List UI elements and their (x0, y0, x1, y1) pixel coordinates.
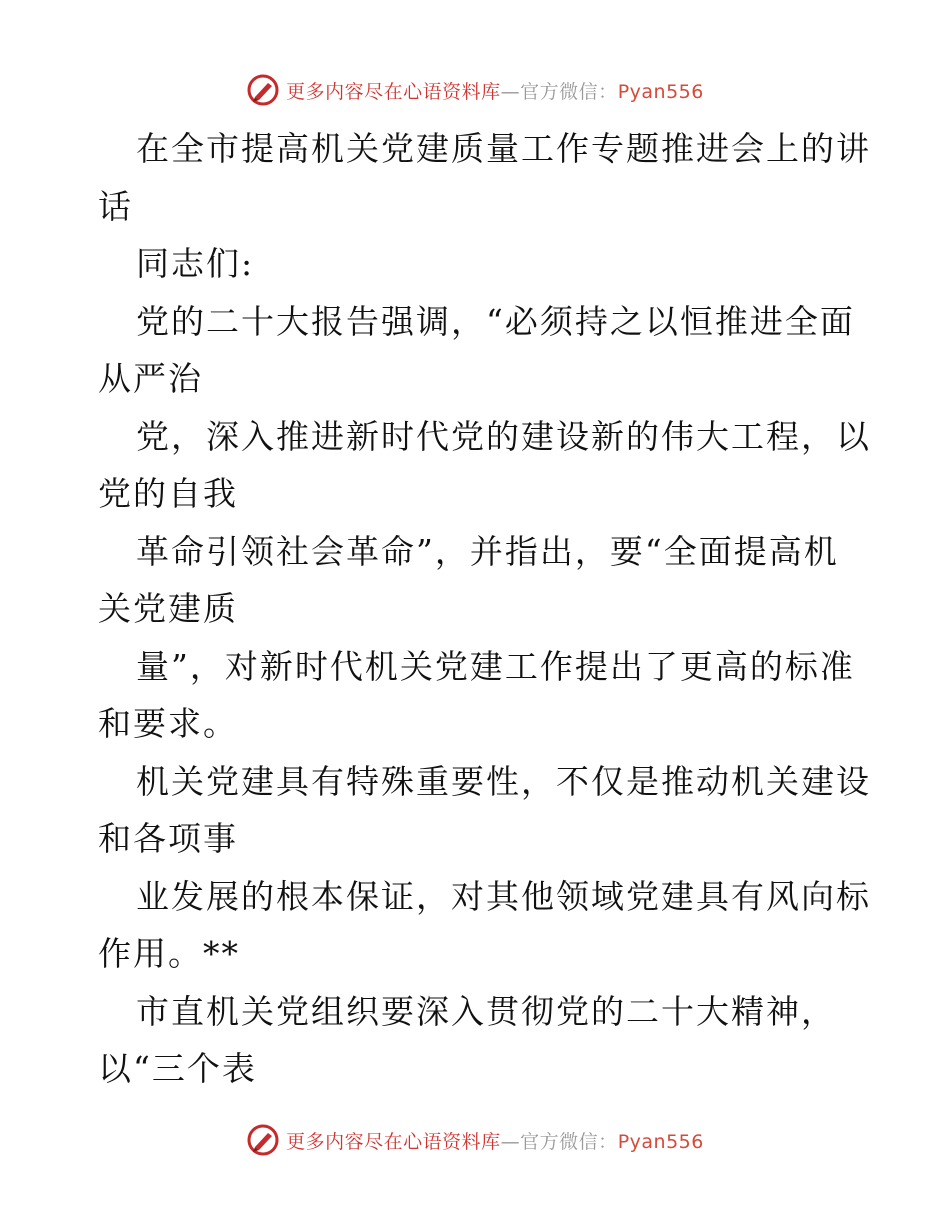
doc-line: 革命引领社会革命”，并指出，要“全面提高机 (136, 531, 839, 571)
banner-separator: — (500, 1130, 521, 1153)
doc-line: 党，深入推进新时代党的建设新的伟大工程，以 (136, 416, 871, 456)
banner-separator: — (500, 80, 521, 103)
banner-wechat-label: 官方微信： (520, 80, 618, 103)
pen-logo-icon (246, 73, 280, 107)
doc-line: 党的二十大报告强调，“必须持之以恒推进全面 (136, 301, 855, 341)
doc-line: 同志们: (136, 244, 255, 283)
doc-line: 作用。** (98, 934, 240, 973)
footer-watermark-banner (0, 1120, 950, 1160)
doc-line: 和要求。 (98, 704, 238, 743)
doc-line: 机关党建具有特殊重要性，不仅是推动机关建设 (136, 761, 871, 801)
banner-site-text: 更多内容尽在心语资料库 (286, 1130, 501, 1153)
banner-wechat-label: 官方微信： (520, 1130, 618, 1153)
banner-wechat-id: Pyan556 (617, 80, 704, 103)
doc-line: 市直机关党组织要深入贯彻党的二十大精神， (136, 991, 836, 1031)
header-watermark-banner (0, 70, 950, 110)
banner-text (286, 1127, 704, 1154)
doc-line: 党的自我 (98, 474, 238, 513)
document-body (98, 120, 871, 1098)
banner-text (286, 77, 704, 104)
doc-line: 从严治 (98, 359, 203, 398)
doc-line: 话 (98, 186, 133, 226)
doc-line: 关党建质 (98, 589, 238, 628)
pen-logo-icon (246, 1123, 280, 1157)
doc-line: 在全市提高机关党建质量工作专题推进会上的讲 (136, 129, 871, 168)
banner-wechat-id: Pyan556 (617, 1130, 704, 1153)
banner-site-text: 更多内容尽在心语资料库 (286, 80, 501, 103)
doc-line: 以“三个表 (98, 1049, 257, 1088)
doc-line: 量”，对新时代机关党建工作提出了更高的标准 (136, 646, 855, 686)
doc-line: 业发展的根本保证，对其他领域党建具有风向标 (136, 876, 871, 916)
doc-line: 和各项事 (98, 819, 238, 858)
